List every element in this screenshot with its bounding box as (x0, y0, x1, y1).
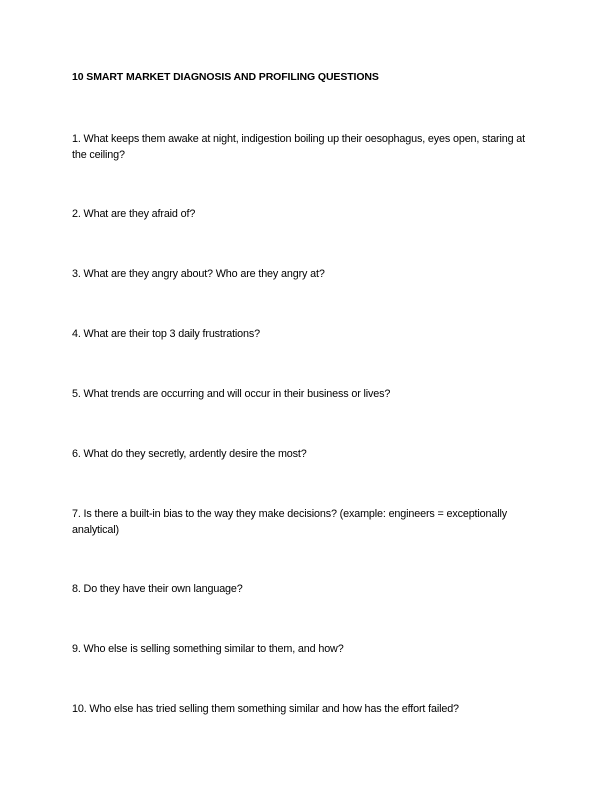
question-4: 4. What are their top 3 daily frustrations? (72, 328, 260, 340)
question-5: 5. What trends are occurring and will occur in their business or lives? (72, 388, 391, 400)
page-title: 10 SMART MARKET DIAGNOSIS AND PROFILING QUESTIONS (72, 71, 379, 83)
question-10: 10. Who else has tried selling them something similar and how has the effort failed? (72, 703, 459, 715)
question-1: 1. What keeps them awake at night, indigestion boiling up their oesophagus, eyes open, staring at the ceiling? (72, 133, 526, 161)
question-9: 9. Who else is selling something similar to them, and how? (72, 643, 344, 655)
question-2: 2. What are they afraid of? (72, 208, 196, 220)
question-7: 7. Is there a built-in bias to the way they make decisions? (example: engineers = exceptionally analytical) (72, 508, 507, 536)
question-6: 6. What do they secretly, ardently desire the most? (72, 448, 307, 460)
question-3: 3. What are they angry about? Who are they angry at? (72, 268, 325, 280)
question-8: 8. Do they have their own language? (72, 583, 243, 595)
